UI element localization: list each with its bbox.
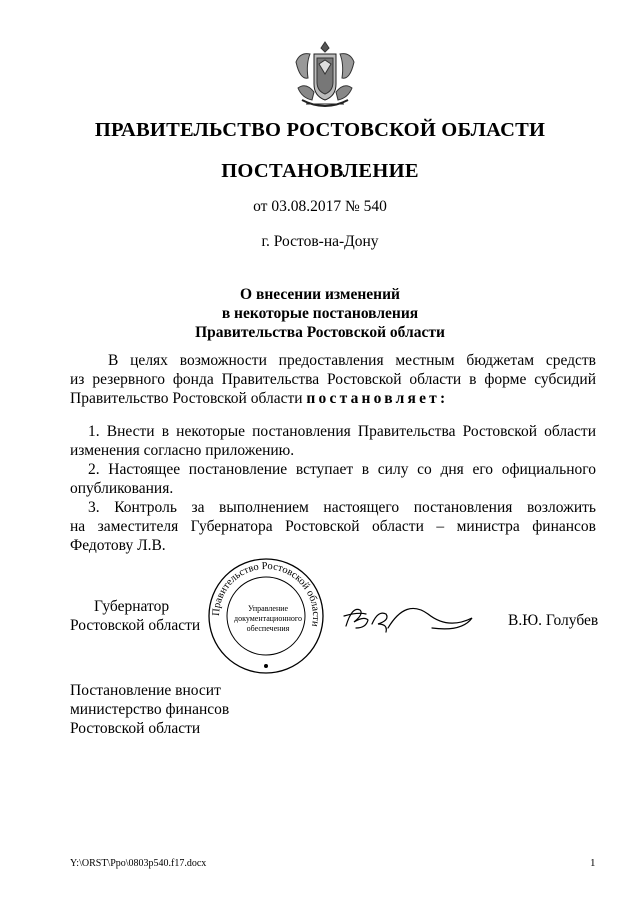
item-2-line: опубликования.	[70, 480, 174, 497]
document-city: г. Ростов-на-Дону	[261, 233, 379, 250]
preamble-subject: Правительство Ростовской области	[70, 390, 303, 407]
item-2-line: 2. Настоящее постановление вступает в силу со дня его официального	[88, 461, 596, 478]
item-3-line: на заместителя Губернатора Ростовской области – министра финансов	[70, 518, 596, 535]
document-date-number: от 03.08.2017 № 540	[253, 198, 387, 215]
subject-line: в некоторые постановления	[221, 305, 419, 322]
official-stamp	[206, 556, 326, 676]
subject-line: Правительства Ростовской области	[195, 324, 445, 341]
stamp-outer-text: Правительство Ростовской области	[210, 560, 322, 628]
stamp-inner-line: Управление	[247, 604, 289, 613]
introduced-by	[70, 681, 229, 738]
signatory-name: В.Ю. Голубев	[508, 612, 599, 629]
organization-title: ПРАВИТЕЛЬСТВО РОСТОВСКОЙ ОБЛАСТИ	[94, 119, 546, 141]
introduced-by-line: Постановление вносит	[70, 682, 221, 699]
text-line: В целях возможности предоставления местным бюджетам средств	[108, 352, 596, 369]
decree-keyword: постановляет:	[306, 390, 449, 407]
introduced-by-line: министерство финансов	[70, 701, 230, 718]
page-number: 1	[590, 857, 596, 869]
document-type-title: ПОСТАНОВЛЕНИЕ	[221, 160, 419, 182]
signatory-title	[70, 597, 200, 635]
item-1-line: 1. Внести в некоторые постановления Правительства Ростовской области	[88, 423, 596, 440]
decree-items	[70, 422, 596, 555]
introduced-by-line: Ростовской области	[70, 720, 201, 737]
stamp-inner-line: обеспечения	[246, 624, 290, 633]
stamp-star-icon	[264, 664, 268, 668]
handwritten-signature	[338, 598, 474, 640]
item-1-line: изменения согласно приложению.	[70, 442, 295, 459]
text-line	[70, 389, 596, 408]
stamp-inner-line: документационного	[234, 614, 302, 623]
text-line: из резервного фонда Правительства Ростовской области в форме субсидий	[70, 371, 596, 388]
signatory-title-line: Губернатор	[94, 598, 170, 615]
subject-line: О внесении изменений	[240, 286, 400, 303]
preamble-paragraph	[70, 351, 596, 408]
file-path: Y:\ORST\Ppo\0803p540.f17.docx	[70, 858, 207, 869]
document-subject	[0, 285, 640, 342]
item-3-line: Федотову Л.В.	[70, 537, 166, 554]
coat-of-arms-icon	[292, 38, 358, 110]
item-3-line: 3. Контроль за выполнением настоящего постановления возложить	[88, 499, 596, 516]
signatory-title-line: Ростовской области	[70, 617, 201, 634]
